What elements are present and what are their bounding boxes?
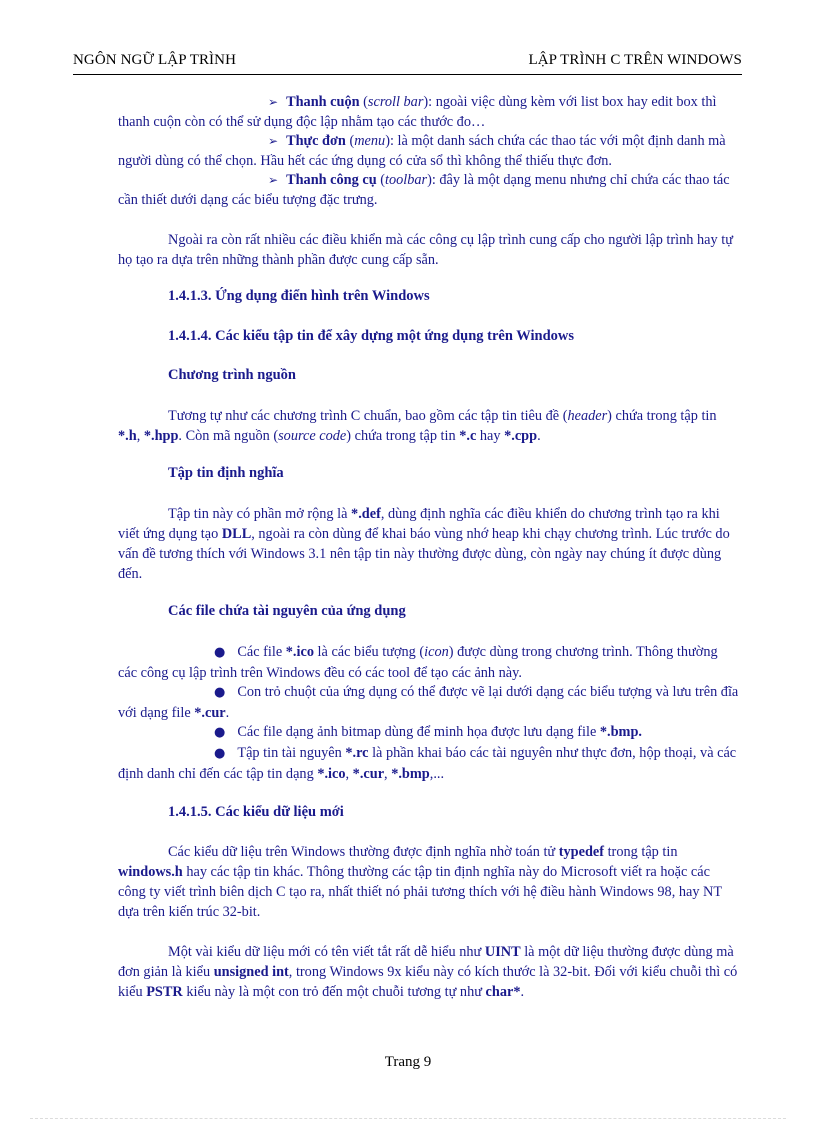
arrow-bullet-icon: ➢	[268, 173, 279, 187]
header-left: NGÔN NGỮ LẬP TRÌNH	[73, 52, 237, 68]
types-paragraph-2: Một vài kiểu dữ liệu mới có tên viết tắt rất dễ hiểu như UINT là một dữ liệu thường được dùng mà đơn giản là kiểu unsigned int, trong Windows 9x kiểu này có kích thước là 32-bit. Đối với kiểu chuỗi thì có kiểu PSTR kiểu này là một con trỏ đến một chuỗi tương tự như char*.	[118, 944, 738, 1000]
bullet-icon: ●	[214, 645, 226, 660]
source-paragraph: Tương tự như các chương trình C chuẩn, bao gồm các tập tin tiêu đề (header) chứa trong tập tin *.h, *.hpp. Còn mã nguồn (source code) chứa trong tập tin *.c hay *.cpp.	[118, 408, 717, 444]
resource-item-ico: ● Các file *.ico là các biểu tượng (icon) được dùng trong chương trình. Thông thường các công cụ lập trình trên Windows đều có các tool để tạo các ảnh này.	[118, 644, 718, 681]
subheading-resources: Các file chứa tài nguyên của ứng dụng	[168, 603, 406, 619]
bullet-icon: ●	[214, 685, 226, 700]
resource-item-bmp: ● Các file dạng ảnh bitmap dùng để minh họa được lưu dạng file *.bmp.	[118, 722, 740, 743]
resource-item-rc: ● Tập tin tài nguyên *.rc là phần khai báo các tài nguyên như thực đơn, hộp thoại, và các định danh chỉ đến các tập tin dạng *.ico, *.cur, *.bmp,...	[118, 745, 737, 782]
subheading-deffile: Tập tin định nghĩa	[168, 465, 284, 481]
arrow-bullet-icon: ➢	[268, 134, 279, 148]
list-item-toolbar: ➢ Thanh công cụ (toolbar): đây là một dạng menu nhưng chỉ chứa các thao tác cần thiết dưới dạng các biểu tượng đặc trưng.	[118, 172, 730, 208]
subheading-source: Chương trình nguồn	[168, 367, 296, 383]
list-item-scrollbar: ➢ Thanh cuộn (scroll bar): ngoài việc dùng kèm với list box hay edit box thì thanh cuộn còn có thể sử dụng độc lập nhằm tạo các thước đo…	[118, 94, 717, 130]
bullet-icon: ●	[214, 746, 226, 761]
header-divider	[73, 74, 742, 75]
arrow-bullet-icon: ➢	[268, 95, 279, 109]
section-heading-1414: 1.4.1.4. Các kiểu tập tin để xây dựng một ứng dụng trên Windows	[168, 328, 575, 344]
types-paragraph-1: Các kiểu dữ liệu trên Windows thường được định nghĩa nhờ toán tử typedef trong tập tin windows.h hay các tập tin khác. Thông thường các tập tin định nghĩa này do Microsoft viết ra hoặc các công ty viết trình biên dịch C tạo ra, nhất thiết nó phải tương thích với hệ điều hành Windows 98, hay NT dựa trên kiến trúc 32-bit.	[118, 844, 722, 920]
section-heading-1413: 1.4.1.3. Ứng dụng điển hình trên Windows	[168, 288, 430, 304]
section-heading-1415: 1.4.1.5. Các kiểu dữ liệu mới	[168, 804, 344, 820]
header-right: LẬP TRÌNH C TRÊN WINDOWS	[528, 52, 742, 68]
page-bottom-divider	[30, 1118, 786, 1119]
list-item-menu: ➢ Thực đơn (menu): là một danh sách chứa các thao tác với một định danh mà người dùng có thể chọn. Hầu hết các ứng dụng có cửa sổ thì không thể thiếu thực đơn.	[118, 133, 726, 169]
intro-paragraph: Ngoài ra còn rất nhiều các điều khiển mà các công cụ lập trình cung cấp cho người lập trình hay tự họ tạo ra dựa trên những thành phần được cung cấp sẵn.	[118, 232, 733, 268]
bullet-icon: ●	[214, 725, 226, 740]
def-paragraph: Tập tin này có phần mở rộng là *.def, dùng định nghĩa các điều khiển do chương trình tạo ra khi viết ứng dụng tạo DLL, ngoài ra còn dùng để khai báo vùng nhớ heap khi chạy chương trình. Lúc trước do vấn đề tương thích với Windows 3.1 nên tập tin này thường được dùng, còn ngày nay chúng ít được dùng đến.	[118, 506, 730, 582]
resource-item-cur: ● Con trỏ chuột của ứng dụng có thể được vẽ lại dưới dạng các biểu tượng và lưu trên đĩa với dạng file *.cur.	[118, 684, 739, 721]
page-number: Trang 9	[384, 1054, 432, 1070]
